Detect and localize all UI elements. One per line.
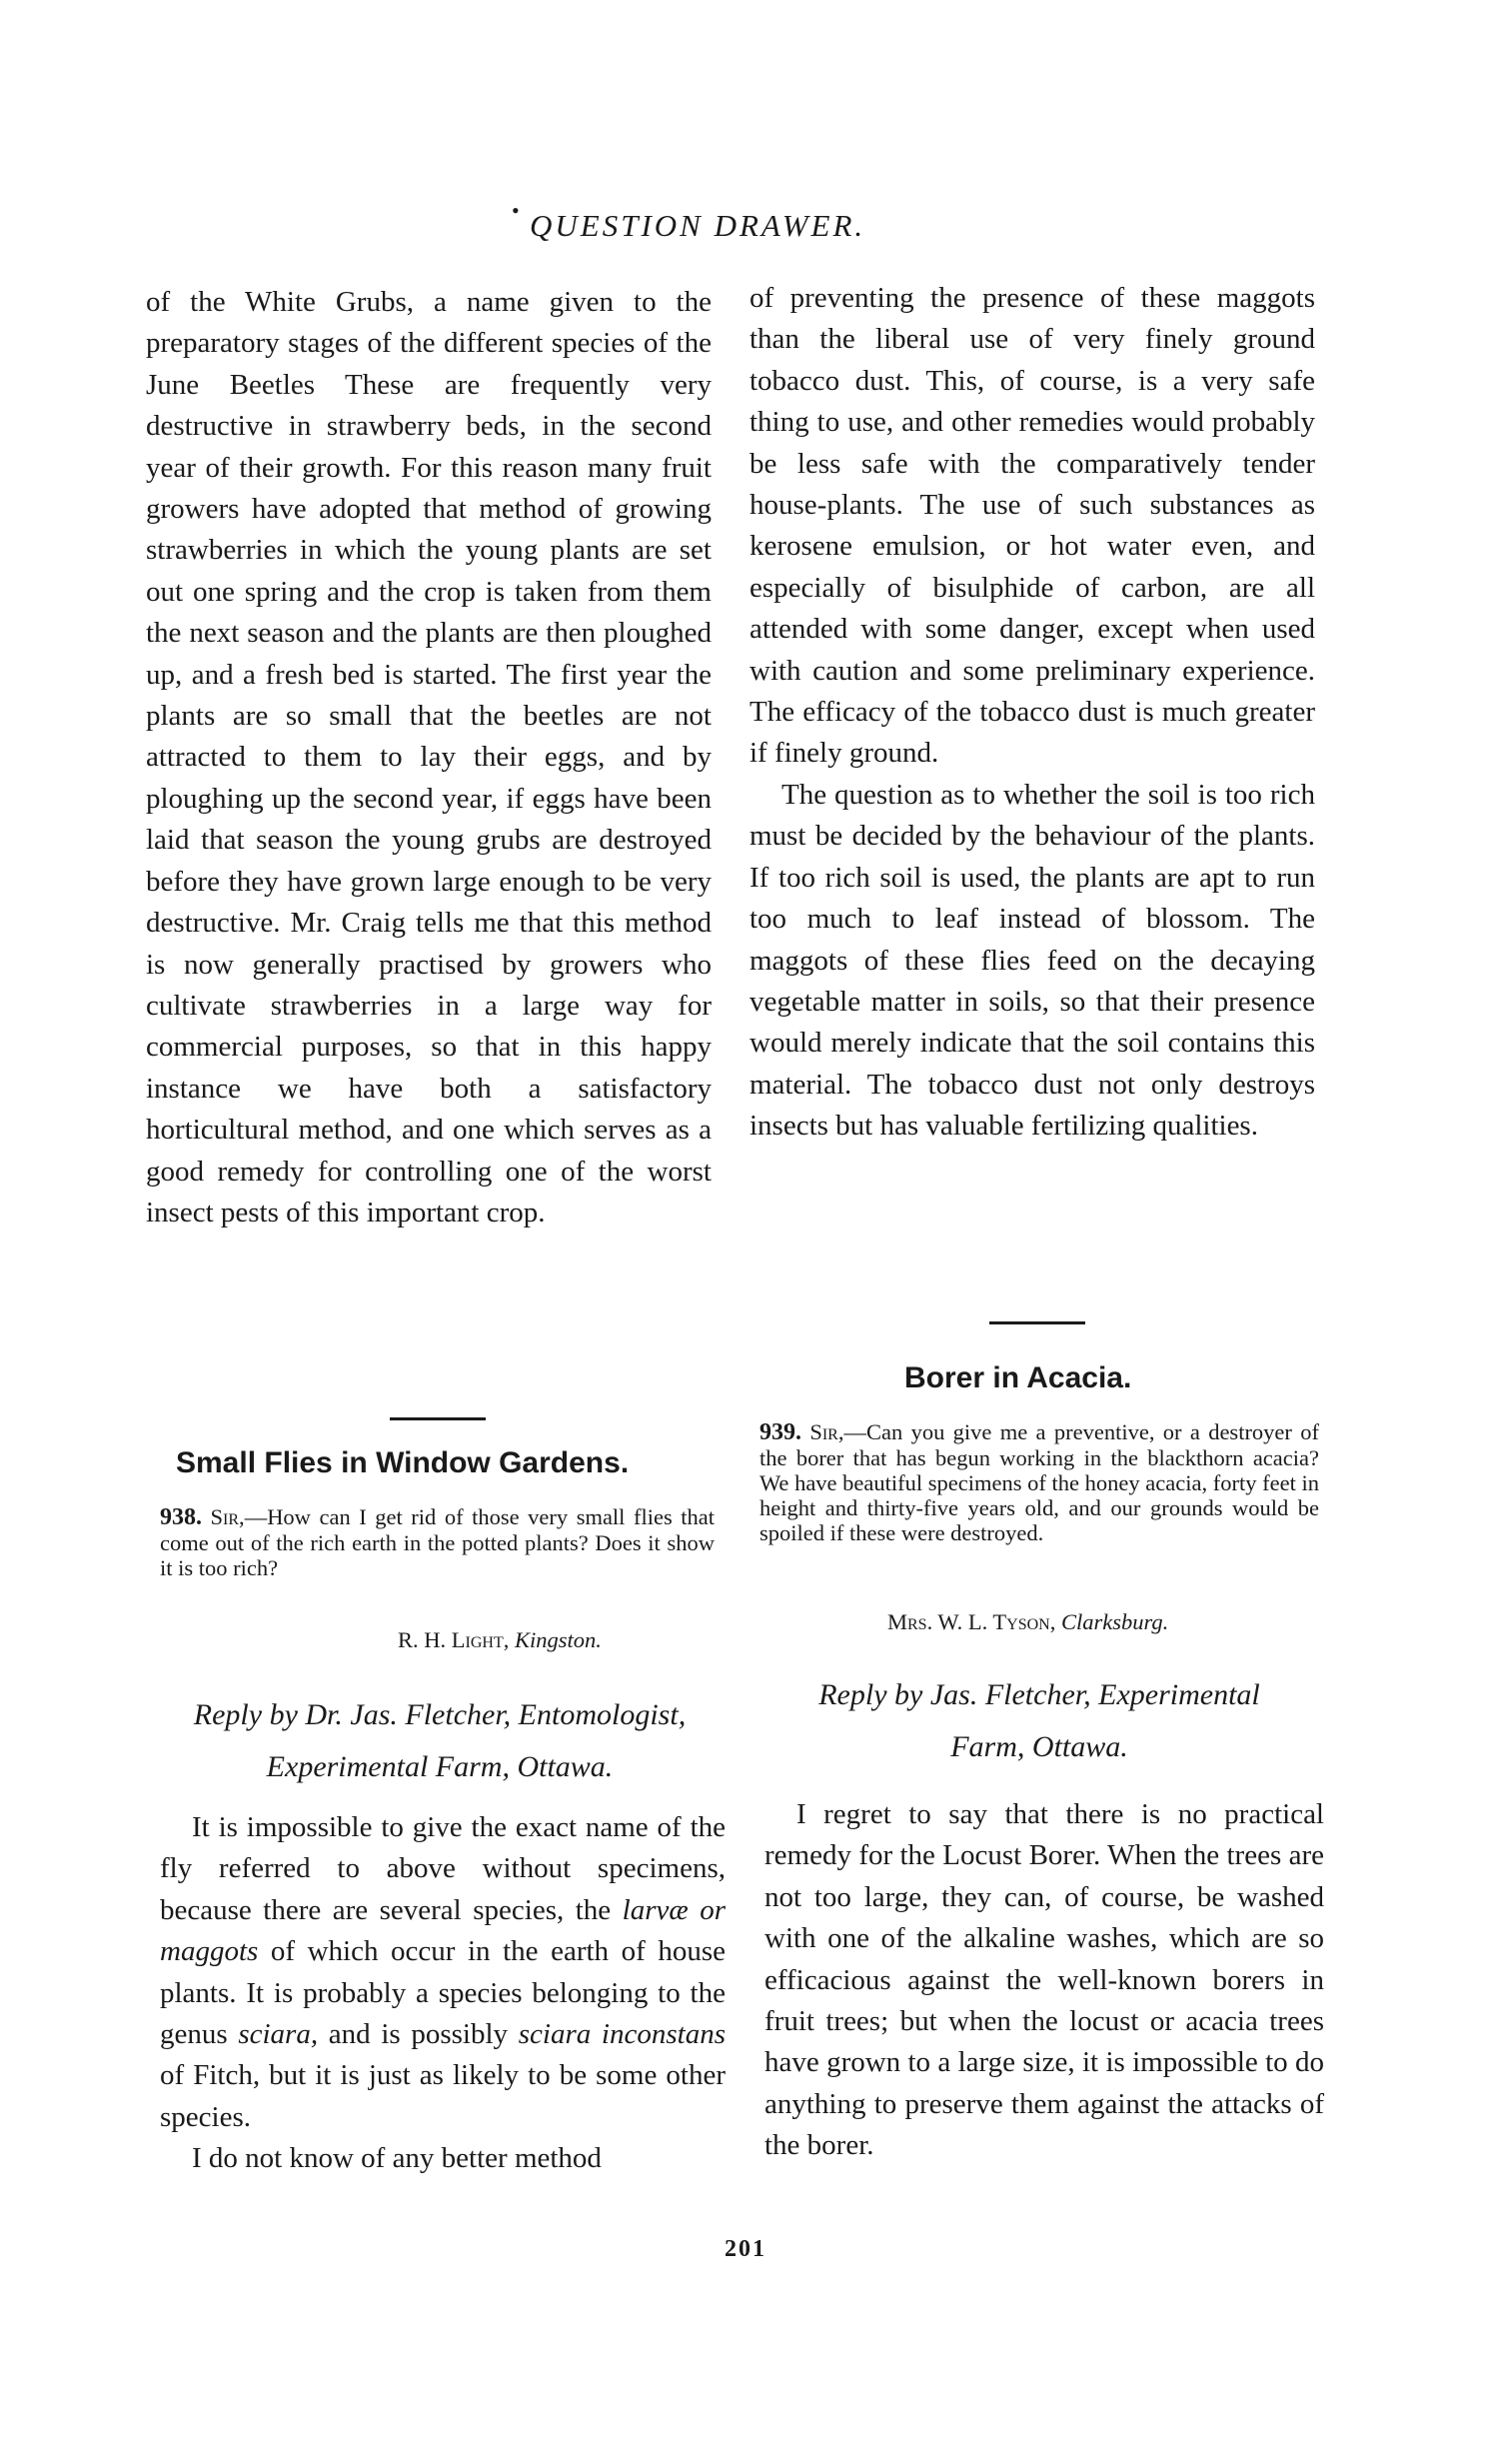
answer-938 [160, 1807, 726, 2180]
signature-place: Clarksburg. [1061, 1609, 1169, 1634]
header-title: QUESTION DRAWER. [530, 208, 866, 243]
answer-text: of which occur in the earth of house plants. It is probably a species belonging to the genus [160, 1935, 726, 2051]
question-number: 938. [160, 1504, 202, 1530]
left-column-continuation [146, 282, 712, 1233]
question-939 [759, 1419, 1319, 1545]
reply-line: Experimental Farm, Ottawa. [266, 1750, 614, 1783]
reply-heading-938 [150, 1689, 730, 1793]
header-dot: • [512, 198, 523, 223]
question-text: —Can you give me a preventive, or a destroyer of the borer that has begun working in the blackthorn acacia? We have beautiful specimens of the honey acacia, forty feet in height and thirty-five years old, and our grounds would be spoiled if these were destroyed. [759, 1419, 1319, 1545]
paragraph: of the White Grubs, a name given to the preparatory stages of the different species of the June Beetles These are frequently very destructive in strawberry beds, in the second year of their growth. For this reason many fruit growers have adopted that method of growing strawberries in which the young plants are set out one spring and the crop is taken from them the next season and the plants are then ploughed up, and a fresh bed is started. The first year the plants are so small that the beetles are not attracted to them to lay their eggs, and by ploughing up the second year, if eggs have been laid that season the young grubs are destroyed before they have grown large enough to be very destructive. Mr. Craig tells me that this method is now generally practised by growers who cultivate strawberries in a large way for commercial purposes, so that in this happy instance we have both a satisfactory horticultural method, and one which serves as a good remedy for controlling one of the worst insect pests of this important crop. [146, 286, 712, 1229]
answer-text: It is impossible to give the exact name of the fly referred to above without specimens, because there are several species, the [160, 1811, 726, 1926]
reply-line: Reply by Jas. Fletcher, Experimental [818, 1678, 1260, 1711]
signature-name: Mrs. W. L. Tyson, [887, 1609, 1056, 1634]
section-title-938: Small Flies in Window Gardens. [176, 1446, 630, 1479]
paragraph [160, 1807, 726, 2138]
question-salutation: Sir, [210, 1504, 245, 1529]
reply-heading-939 [759, 1669, 1319, 1773]
right-column-continuation [750, 278, 1315, 1148]
answer-text: and is possibly [318, 2018, 519, 2051]
answer-text: of Fitch, but it is just as likely to be some other species. [160, 2059, 726, 2133]
paragraph: I regret to say that there is no practical remedy for the Locust Borer. When the trees are not too large, they can, of course, be washed with one of the alkaline washes, which are so efficacious against the well-known borers in fruit trees; but when the locust or acacia trees have grown to a large size, it is impossible to do anything to preserve them against the attacks of the borer. [764, 1798, 1324, 2162]
question-938 [160, 1504, 715, 1580]
signature-place: Kingston. [514, 1627, 602, 1652]
paragraph: of preventing the presence of these maggots than the liberal use of very finely ground tobacco dust. This, of course, is a very safe thing to use, and other remedies would probably be less safe with the comparatively tender house-plants. The use of such substances as kerosene emulsion, or hot water even, and especially of bisulphide of carbon, are all attended with some danger, except when used with caution and some preliminary experience. The efficacy of the tobacco dust is much greater if finely ground. [750, 282, 1315, 770]
paragraph: I do not know of any better method [192, 2142, 602, 2175]
answer-939 [764, 1794, 1324, 2167]
running-header [512, 198, 979, 244]
reply-line: Reply by Dr. Jas. Fletcher, Entomologist, [193, 1698, 687, 1731]
section-divider [989, 1321, 1085, 1324]
paragraph: The question as to whether the soil is too rich must be decided by the behaviour of the plants. If too rich soil is used, the plants are apt to run too much to leaf instead of blossom. The maggots of these flies feed on the decaying vegetable matter in soils, so that their presence would merely indicate that the soil contains this material. The tobacco dust not only destroys insects but has valuable fertilizing qualities. [750, 778, 1315, 1143]
reply-line: Farm, Ottawa. [950, 1730, 1128, 1763]
question-salutation: Sir, [809, 1419, 844, 1444]
page-number: 201 [725, 2236, 766, 2262]
answer-emphasis: sciara inconstans [518, 2018, 726, 2051]
section-title-939: Borer in Acacia. [904, 1361, 1132, 1394]
answer-emphasis: larvæ or maggots [160, 1893, 726, 1968]
section-divider [390, 1417, 486, 1420]
signature-939 [887, 1609, 1168, 1635]
answer-emphasis: sciara, [238, 2018, 319, 2051]
signature-938 [398, 1627, 602, 1653]
question-text: —How can I get rid of those very small flies that come out of the rich earth in the potted plants? Does it show it is too rich? [160, 1504, 715, 1580]
signature-name: R. H. Light, [398, 1627, 510, 1652]
question-number: 939. [759, 1419, 801, 1445]
